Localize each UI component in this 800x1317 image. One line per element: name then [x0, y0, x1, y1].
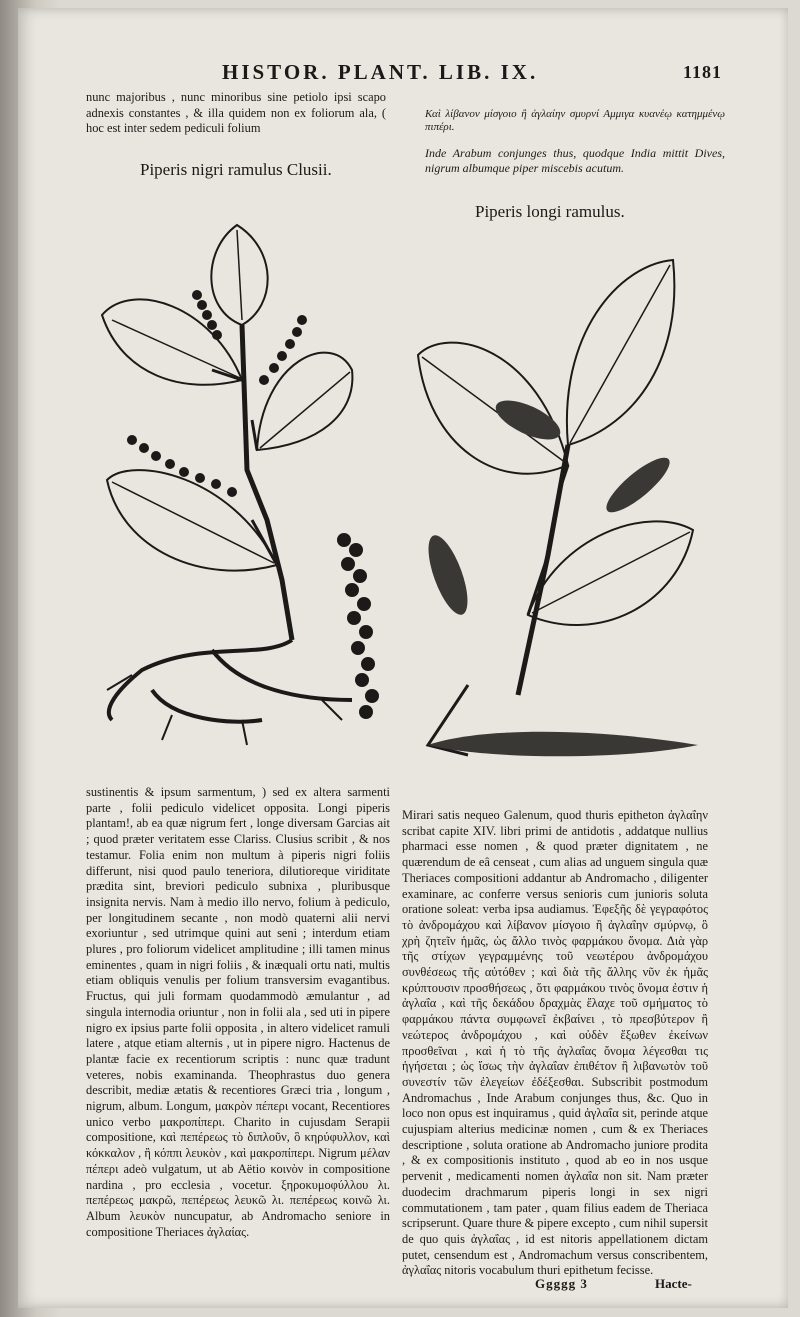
page-number: 1181: [682, 62, 722, 82]
running-header: [222, 60, 722, 90]
greek-verse-quote: Καὶ λίβανον μίσγοιο ἢ ἀγλαίην σμυρνί Αμμιγα κυανέῳ κατημμένῳ πιπέρι.: [425, 108, 725, 133]
right-column-main-text: Mirari satis nequeo Galenum, quod thuris epitheton ἀγλαΐην scribat capite XIV. libri primi de antidotis , addatque nullius pharmaci esse nomen , & quod præter dignitatem , ne quærendum de eâ censeat , cum alias ad unguem singula quæ Theriaces compositioni addantur ab Andromacho , diligenter examinare, ac conferre versus senioris cum junioris soluta oratione soleat: verba ipsa audiamus. Ἐφεξῆς δὲ γεγραφότος τὸ ἀνδρομάχου καὶ λίβανον μίσγοιο ἢ ἀγλαΐην σμύρνῳ, ὃ χρὴ ζητεῖν ἡμᾶς, ὡς ἄλλο τινὸς φαρμάκου ὄνομα. Διὰ γὰρ τῆς στίχων γεγραμμένης τοῦ νεωτέρου ἀνδρομάχου συνθέσεως τῆς αὐτόθεν ; καὶ διὰ τῆς ἄλλης νῦν ἐκ ἡμᾶς κρύπτουσιν προσθήσεως , ὅτι φαρμάκου τινὸς ὄνομα ἐστιν ἡ ἀγλαΐα , καὶ τῆς δεκάδου δραχμὰς ἔλαχε τοῦ σμήματος τὸ φαρμάκου πάντα συμφωνεῖ ἐκβαίνει , τὸ πρεσβύτερον ἢ νεώτερος ἀνδρομάχου , καὶ οὐδὲν ἔξωθεν ἐκείνων προσθεῖναι , καὶ ἡ τὸ τῆς ἀγλαΐας ὄνομα λέγεσθαι τις ἡγήσεται ; ὡς ἴσως τὴν ἀγλαΐαν ἐπιθέτον ἢ λιβανωτὸν τοῦ συνεστίν τῶν ἐλεγείων ἐδέξεσθαι. Subscribit postmodum Andromachus , Inde Arabum conjunges thus, &c. Quo in loco non opus est inquiramus , quid ἀγλαΐα sit, perinde atque cujuspiam alterius medicinæ nomen , cum & ex Theriaces descriptione , soluta oratione ab Andromacho juniore prodita , & ex compositionis instituto , quod ab eo in nos usque pervenit , medicamenti nomen ἀγλαΐα non sit. Nam præter duodecim drachmarum piperis longi in sex nigri commutationem , tam pater , quam filius eadem de Theriaca scripserunt. Quare thure & pipere excepto , cum nihil supersit de quo quis ἀγλαΐας , id est nitoris appellationem dictam putet, censendum est , Andromachum versus conscribentem, ἀγλαΐας nitoris vocabulum thuri epithetum fecisse.: [402, 808, 708, 1278]
catchword: Hacte-: [655, 1276, 692, 1291]
right-illustration-caption: Piperis longi ramulus.: [475, 202, 625, 221]
signature-mark: Ggggg 3: [535, 1276, 588, 1291]
black-pepper-woodcut-illustration: [92, 220, 392, 765]
left-column-top-text: nunc majoribus , nunc minoribus sine petiolo ipsi scapo adnexis constantes , & illa quidem non ex foliorum ala, ( hoc est inter sedem pediculi folium: [86, 90, 386, 136]
running-title: HISTOR. PLANT. LIB. IX.: [222, 60, 539, 84]
left-illustration-caption: Piperis nigri ramulus Clusii.: [140, 160, 332, 179]
long-pepper-woodcut-illustration: [408, 255, 708, 795]
left-column-main-text: sustinentis & ipsum sarmentum, ) sed ex altera sarmenti parte , folii pediculo videlicet opposita. Longi piperis plantam!, ab ea quæ nigrum fert , longe diversam Garcias ait ; quod præter veritatem esse Clariss. Clusius scribit , & nos testamur. Folia enim non multum à piperis nigri foliis differunt, nisi quod paulo teneriora, dilutioreque viriditate prædita sint, breviori pediculo subnixa , pluribusque insignita nervis. Nam à medio illo nervo, folium à pediculo, per longitudinem secante , non modò quaterni alii nervi exoriuntur , sed utrimque quini aut seni ; interdum etiam plures , pro foliorum videlicet amplitudine ; illi tamen minus eminentes , quam in nigri foliis , & inæquali ortu nati, multis etiam obliquis venulis per folium transversim evagantibus. Fructus, qui juli formam quodammodò æmulantur , ad singula internodia oriuntur , non in folii ala , sed uti in pipere nigro ex ipsius parte folii opposita , in altero videlicet ramuli latere , atque etiam alternis , ut in pipere nigro. Hactenus de plantæ facie ex recentiorum scriptis : nunc quæ tradunt veteres, nobis examinanda. Theophrastus duo genera describit, mediæ ætatis & recentiores Græci tria , longum , nigrum, album. Longum, μακρὸν πέπερι vocant, Recentiores unico verbo μακροπίπερι. Charito in cujusdam Serapii compositione, καὶ πεπέρεως τὸ διπλοῦν, ὃ κηρύφυλλον, καὶ κόκκαλον , ἢ κόππι λευκὸν , καὶ μακροπίπερι. Nigrum μέλαν πέπερι adeò vulgatum, ut ab Aëtio κοινὸν in compositione nardina , pro ecclesia , vocetur. ξηροκυμοφύλλου λι. πεπέρεως μακρῶ, πεπέρεως λευκῶ λι. πεπέρεως κοινῶ λι. Album λευκὸν nuncupatur, ab Andromacho seniore in compositione Theriaces ἀγλαίας.: [86, 785, 390, 1239]
latin-verse-quote: Inde Arabum conjunges thus, quodque India mittit Dives, nigrum albumque piper miscebis acutum.: [425, 146, 725, 175]
